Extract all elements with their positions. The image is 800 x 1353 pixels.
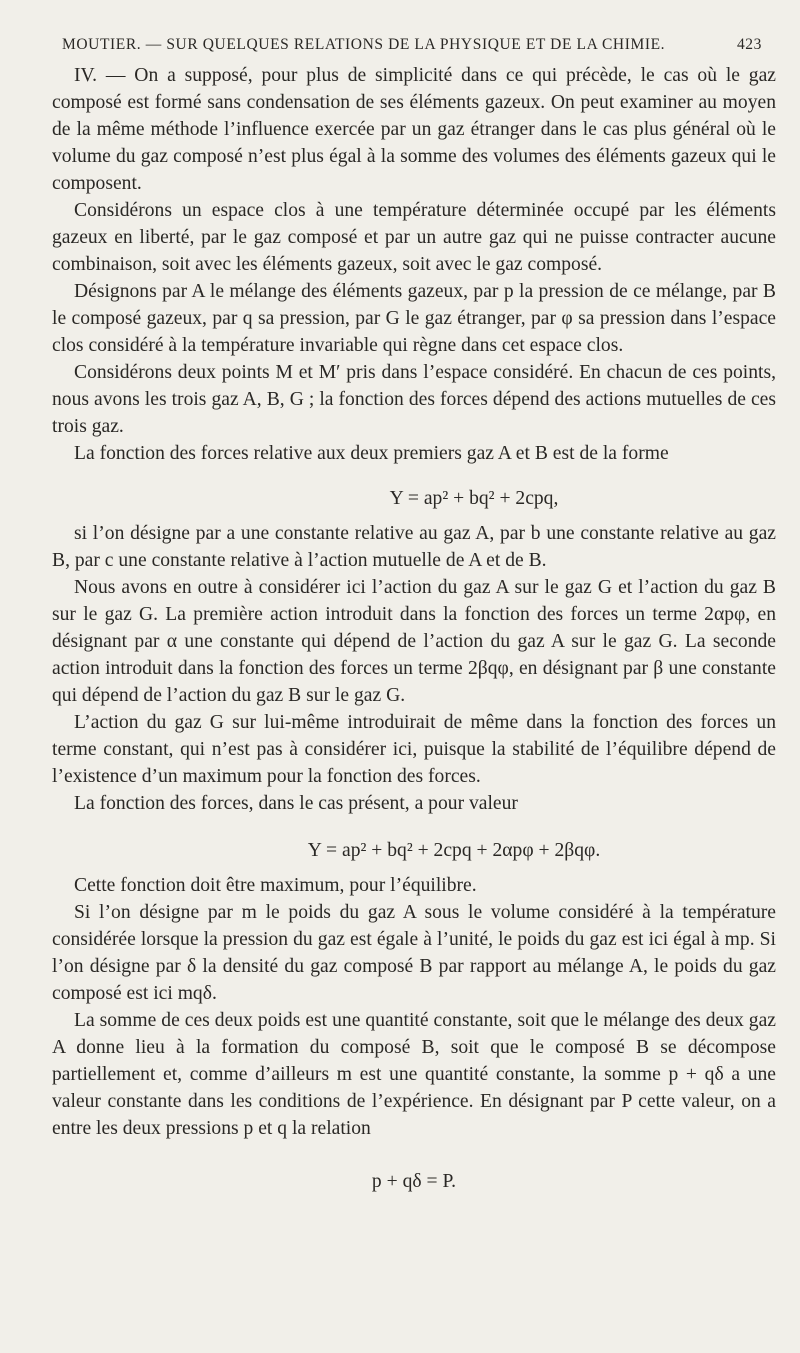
paragraph-11: Si l’on désigne par m le poids du gaz A sous le volume considéré à la température considérée lorsque la pression du gaz est égale à l’unité, le poids du gaz est ici égal à mp. Si l’on désigne par δ la densité du gaz composé B par rapport au mélange A, le poids du gaz composé est ici mqδ.: [52, 902, 776, 1004]
page-number: 423: [736, 36, 762, 53]
body-text: [52, 62, 776, 1195]
paragraph-1: IV. — On a supposé, pour plus de simplicité dans ce qui précède, le cas où le gaz composé est formé sans condensation de ses éléments gazeux. On peut examiner au moyen de la même méthode l’influence exercée par un gaz étranger dans le cas plus général où le volume du gaz composé n’est plus égal à la somme des volumes des éléments gazeux qui le composent.: [52, 65, 776, 194]
paragraph-10: Cette fonction doit être maximum, pour l’équilibre.: [74, 875, 477, 896]
equation-3: p + qδ = P.: [371, 1171, 457, 1192]
running-title: MOUTIER. — SUR QUELQUES RELATIONS DE LA PHYSIQUE ET DE LA CHIMIE.: [62, 36, 666, 53]
paragraph-5: La fonction des forces relative aux deux premiers gaz A et B est de la forme: [74, 443, 669, 464]
paragraph-12: La somme de ces deux poids est une quantité constante, soit que le mélange des deux gaz A donne lieu à la formation du composé B, soit que le composé B se décompose partiellement et, comme d’ailleurs m est une quantité constante, la somme p + qδ a une valeur constante dans les conditions de l’expérience. En désignant par P cette valeur, on a entre les deux pressions p et q la relation: [52, 1010, 776, 1139]
paragraph-6: si l’on désigne par a une constante relative au gaz A, par b une constante relative au gaz B, par c une constante relative à l’action mutuelle de A et de B.: [52, 523, 776, 571]
paragraph-4: Considérons deux points M et M′ pris dans l’espace considéré. En chacun de ces points, nous avons les trois gaz A, B, G ; la fonction des forces dépend des actions mutuelles de ces trois gaz.: [52, 362, 776, 437]
equation-2: Y = ap² + bq² + 2cpq + 2αpφ + 2βqφ.: [307, 840, 601, 861]
paragraph-3: Désignons par A le mélange des éléments gazeux, par p la pression de ce mélange, par B le composé gazeux, par q sa pression, par G le gaz étranger, par φ sa pression dans l’espace clos considéré à la température invariable qui règne dans cet espace clos.: [52, 281, 776, 356]
equation-1: Y = ap² + bq² + 2cpq,: [389, 488, 559, 509]
paragraph-2: Considérons un espace clos à une température déterminée occupé par les éléments gazeux en liberté, par le gaz composé et par un autre gaz qui ne puisse contracter aucune combinaison, soit avec les éléments gazeux, soit avec le gaz composé.: [52, 200, 776, 275]
paragraph-7: Nous avons en outre à considérer ici l’action du gaz A sur le gaz G et l’action du gaz B sur le gaz G. La première action introduit dans la fonction des forces un terme 2αpφ, en désignant par α une constante qui dépend de l’action du gaz A sur le gaz G. La seconde action introduit dans la fonction des forces un terme 2βqφ, en désignant par β une constante qui dépend de l’action du gaz B sur le gaz G.: [52, 577, 776, 706]
paragraph-8: L’action du gaz G sur lui-même introduirait de même dans la fonction des forces un terme constant, qui n’est pas à considérer ici, puisque la stabilité de l’équilibre dépend de l’existence d’un maximum pour la fonction des forces.: [52, 712, 776, 787]
paragraph-9: La fonction des forces, dans le cas présent, a pour valeur: [74, 793, 518, 814]
running-header: [62, 36, 762, 54]
